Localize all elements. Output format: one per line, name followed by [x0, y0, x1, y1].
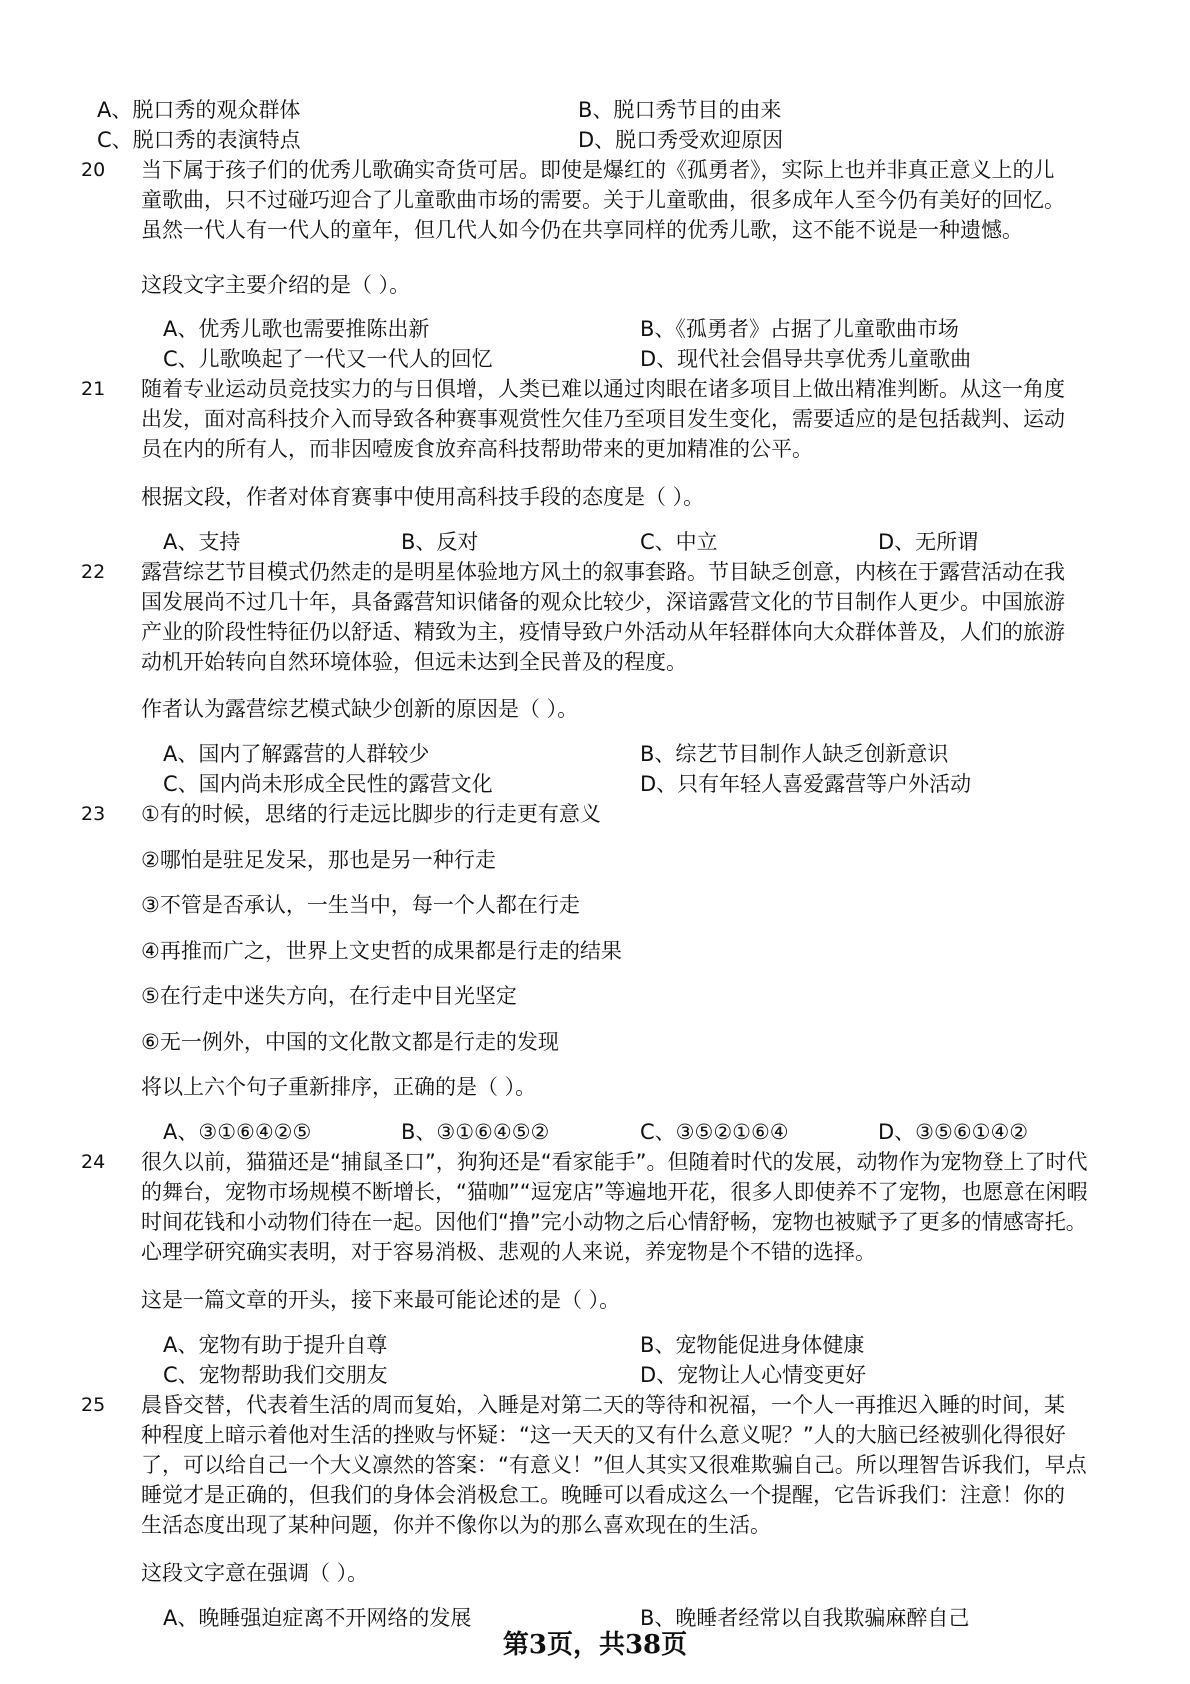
q22-text-line: 国发展尚不过几十年，具备露营知识储备的观众比较少，深谙露营文化的节目制作人更少。中国旅游	[141, 590, 1065, 614]
q22-text-line: 动机开始转向自然环境体验，但远未达到全民普及的程度。	[141, 650, 687, 674]
q22-number: 22	[81, 561, 106, 583]
q23-option-a: A、③①⑥④②⑤	[163, 1120, 312, 1144]
q24-text-line: 的舞台，宠物市场规模不断增长，“猫咖”“逗宠店”等遍地开花，很多人即使养不了宠物，也愿意在闲暇	[141, 1180, 1088, 1204]
q24-text-line: 时间花钱和小动物们待在一起。因他们“撸”完小动物之后心情舒畅，宠物也被赋予了更多的情感寄托。	[141, 1210, 1087, 1234]
q19-option-a: A、脱口秀的观众群体	[97, 98, 301, 122]
q23-option-d: D、③⑤⑥①④②	[878, 1120, 1029, 1144]
q20-option-b: B、《孤勇者》占据了儿童歌曲市场	[640, 317, 959, 341]
q21-text-line: 员在内的所有人，而非因噎废食放弃高科技帮助带来的更加精准的公平。	[141, 437, 813, 461]
q23-option-c: C、③⑤②①⑥④	[640, 1120, 789, 1144]
q21-option-a: A、支持	[163, 530, 241, 554]
q21-text-line: 出发，面对高科技介入而导致各种赛事观赏性欠佳乃至项目发生变化，需要适应的是包括裁判、运动	[141, 407, 1065, 431]
q21-option-c: C、中立	[640, 530, 718, 554]
q20-number: 20	[81, 159, 106, 181]
q24-question: 这是一篇文章的开头，接下来最可能论述的是（ ）。	[141, 1288, 621, 1312]
q24-option-a: A、宠物有助于提升自尊	[163, 1333, 388, 1357]
q24-text-line: 心理学研究确实表明，对于容易消极、悲观的人来说，养宠物是个不错的选择。	[141, 1240, 876, 1264]
q22-text-line: 产业的阶段性特征仍以舒适、精致为主，疫情导致户外活动从年轻群体向大众群体普及，人们的旅游	[141, 620, 1065, 644]
q21-text-line: 随着专业运动员竞技实力的与日俱增，人类已难以通过肉眼在诸多项目上做出精准判断。从这一角度	[141, 377, 1065, 401]
page-footer: 第3页，共38页	[502, 1630, 688, 1660]
q20-option-c: C、儿歌唤起了一代又一代人的回忆	[163, 347, 493, 371]
q23-question: 将以上六个句子重新排序，正确的是（ ）。	[141, 1075, 537, 1099]
q23-sentence: ①有的时候，思绪的行走远比脚步的行走更有意义	[141, 802, 601, 826]
q23-sentence: ④再推而广之，世界上文史哲的成果都是行走的结果	[141, 939, 622, 963]
q23-sentence: ②哪怕是驻足发呆，那也是另一种行走	[141, 848, 496, 872]
q25-text-line: 了，可以给自己一个大义凛然的答案：“有意义！”但人其实又很难欺骗自己。所以理智告诉我们，早点	[141, 1453, 1087, 1477]
q21-number: 21	[81, 378, 106, 400]
q25-number: 25	[81, 1394, 106, 1416]
q22-option-d: D、只有年轻人喜爱露营等户外活动	[640, 772, 972, 796]
q23-sentence: ⑤在行走中迷失方向，在行走中目光坚定	[141, 984, 517, 1008]
q21-question: 根据文段，作者对体育赛事中使用高科技手段的态度是（ ）。	[141, 485, 705, 509]
q22-question: 作者认为露营综艺模式缺少创新的原因是（ ）。	[141, 697, 579, 721]
q24-text-line: 很久以前，猫猫还是“捕鼠圣口”，狗狗还是“看家能手”。但随着时代的发展，动物作为宠物登上了时代	[141, 1150, 1088, 1174]
q25-question: 这段文字意在强调（ ）。	[141, 1561, 369, 1585]
q24-option-c: C、宠物帮助我们交朋友	[163, 1363, 388, 1387]
q20-option-d: D、现代社会倡导共享优秀儿童歌曲	[640, 347, 972, 371]
q19-option-b: B、脱口秀节目的由来	[578, 98, 782, 122]
q25-option-b: B、晚睡者经常以自我欺骗麻醉自己	[640, 1606, 970, 1630]
q22-option-c: C、国内尚未形成全民性的露营文化	[163, 772, 493, 796]
q25-text-line: 生活态度出现了某种问题，你并不像你以为的那么喜欢现在的生活。	[141, 1513, 771, 1537]
q21-option-d: D、无所谓	[878, 530, 979, 554]
q22-option-b: B、综艺节目制作人缺乏创新意识	[640, 742, 949, 766]
q24-option-b: B、宠物能促进身体健康	[640, 1333, 865, 1357]
q25-text-line: 晨昏交替，代表着生活的周而复始，入睡是对第二天的等待和祝福，一个人一再推迟入睡的时间，某	[141, 1393, 1065, 1417]
q24-option-d: D、宠物让人心情变更好	[640, 1363, 867, 1387]
q19-option-c: C、脱口秀的表演特点	[97, 128, 301, 152]
q23-sentence: ⑥无一例外，中国的文化散文都是行走的发现	[141, 1030, 559, 1054]
q19-option-d: D、脱口秀受欢迎原因	[578, 128, 784, 152]
q22-option-a: A、国内了解露营的人群较少	[163, 742, 430, 766]
q25-text-line: 种程度上暗示着他对生活的挫败与怀疑：“这一天天的又有什么意义呢？”人的大脑已经被驯化得很好	[141, 1423, 1066, 1447]
q25-text-line: 睡觉才是正确的，但我们的身体会消极怠工。晚睡可以看成这么一个提醒，它告诉我们：注意！你的	[141, 1483, 1065, 1507]
q20-text-line: 虽然一代人有一代人的童年，但几代人如今仍在共享同样的优秀儿歌，这不能不说是一种遗憾。	[141, 218, 1023, 242]
q23-option-b: B、③①⑥④⑤②	[401, 1120, 550, 1144]
q20-text-line: 童歌曲，只不过碰巧迎合了儿童歌曲市场的需要。关于儿童歌曲，很多成年人至今仍有美好的回忆。	[141, 188, 1065, 212]
q22-text-line: 露营综艺节目模式仍然走的是明星体验地方风土的叙事套路。节目缺乏创意，内核在于露营活动在我	[141, 560, 1065, 584]
q23-number: 23	[81, 803, 106, 825]
q20-option-a: A、优秀儿歌也需要推陈出新	[163, 317, 430, 341]
q24-number: 24	[81, 1151, 106, 1173]
q25-option-a: A、晚睡强迫症离不开网络的发展	[163, 1606, 472, 1630]
q20-text-line: 当下属于孩子们的优秀儿歌确实奇货可居。即使是爆红的《孤勇者》，实际上也并非真正意义上的儿	[141, 158, 1055, 182]
q20-question: 这段文字主要介绍的是（ ）。	[141, 273, 411, 297]
q21-option-b: B、反对	[401, 530, 479, 554]
q23-sentence: ③不管是否承认，一生当中，每一个人都在行走	[141, 893, 580, 917]
